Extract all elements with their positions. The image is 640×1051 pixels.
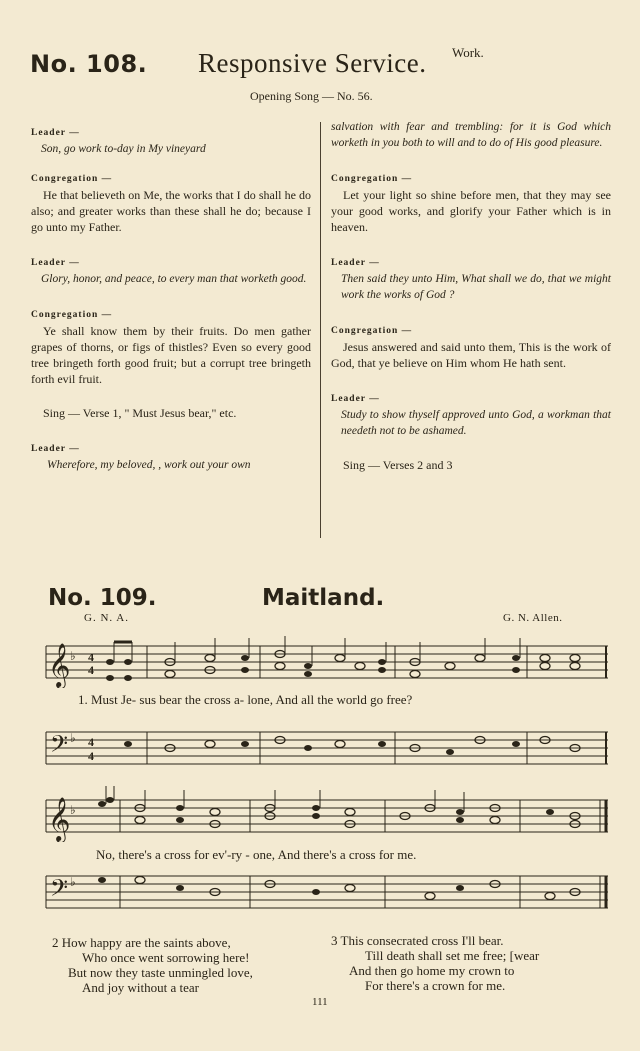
svg-text:4: 4 [88, 650, 94, 664]
column-divider [320, 122, 321, 538]
left-column [31, 125, 311, 473]
svg-text:4: 4 [88, 663, 94, 677]
congregation-text: Ye shall know them by their fruits. Do men gather grapes of thorns, or figs of thistles? Even so every good tree bringeth forth good fruit; but a corrupt tree bringeth forth evil fruit. [31, 324, 311, 386]
leader-text: Study to show thyself approved unto God, a workman that needeth not to be ashamed. [341, 409, 611, 437]
svg-text:4: 4 [88, 749, 94, 763]
verse-3 [331, 933, 621, 993]
svg-text:♭: ♭ [70, 731, 76, 745]
lyric-line-1: 1. Must Je- sus bear the cross a- lone, And all the world go free? [78, 692, 413, 707]
congregation-text: He that believeth on Me, the works that I do shall he do also; and greater works than these shall he do; because I go unto my Father. [31, 188, 311, 234]
svg-text:4: 4 [88, 735, 94, 749]
svg-text:♭: ♭ [70, 803, 76, 817]
verse-line: 3 This consecrated cross I'll bear. [331, 933, 504, 948]
verse-line: And joy without a tear [82, 980, 199, 995]
role-label: Congregation — [331, 174, 413, 184]
leader-text: Glory, honor, and peace, to every man that worketh good. [41, 273, 307, 285]
service-subtitle: Work. [452, 45, 484, 60]
svg-text:♭: ♭ [70, 875, 76, 889]
svg-text:𝄢: 𝄢 [50, 730, 69, 763]
role-label: Congregation — [31, 174, 113, 184]
treble-staff-2 [40, 786, 612, 842]
service-title: Responsive Service. [198, 48, 427, 78]
leader-text: salvation with fear and trembling: for it is God which worketh in you both to will and to do of His good pleasure. [331, 121, 611, 149]
leader-text: Then said they unto Him, What shall we do, that we might work the works of God ? [341, 273, 611, 301]
verse-line: But now they taste unmingled love, [68, 965, 253, 980]
hymn-title: Maitland. [262, 585, 385, 611]
bass-staff-1 [40, 720, 612, 776]
right-column [331, 119, 611, 473]
sing-instruction: Sing — Verse 1, " Must Jesus bear," etc. [43, 406, 237, 420]
verse-line: And then go home my crown to [349, 963, 515, 978]
svg-text:♭: ♭ [70, 649, 76, 663]
role-label: Congregation — [331, 326, 413, 336]
sing-instruction: Sing — Verses 2 and 3 [343, 458, 453, 472]
svg-text:𝄢: 𝄢 [50, 874, 69, 907]
page-number: 111 [312, 996, 328, 1008]
treble-staff-1 [40, 636, 612, 688]
verse-2 [52, 935, 322, 995]
composer-credit: G. N. Allen. [503, 612, 563, 624]
role-label: Leader — [31, 444, 80, 454]
role-label: Leader — [31, 128, 80, 138]
congregation-text: Jesus answered and said unto them, This is the work of God, that ye believe on Him whom He hath sent. [331, 340, 611, 370]
opening-song: Opening Song — No. 56. [250, 89, 373, 103]
role-label: Congregation — [31, 310, 113, 320]
service-number: No. 108. [30, 50, 148, 78]
verse-line: 2 How happy are the saints above, [52, 935, 231, 950]
verse-line: Who once went sorrowing here! [82, 950, 250, 965]
leader-text: Son, go work to-day in My vineyard [41, 143, 206, 155]
bass-staff-2 [40, 866, 612, 922]
verse-line: For there's a crown for me. [365, 978, 506, 993]
role-label: Leader — [331, 394, 380, 404]
lyric-line-2: No, there's a cross for ev'-ry - one, And there's a cross for me. [96, 847, 417, 862]
role-label: Leader — [331, 258, 380, 268]
hymn-number: No. 109. [48, 585, 157, 611]
role-label: Leader — [31, 258, 80, 268]
svg-text:𝄞: 𝄞 [48, 643, 71, 687]
svg-text:𝄞: 𝄞 [48, 797, 71, 841]
congregation-text: Let your light so shine before men, that they may see your good works, and glorify your Father which is in heaven. [331, 188, 611, 234]
lyricist-credit: G. N. A. [84, 612, 129, 624]
leader-text: Wherefore, my beloved, , work out your own [47, 459, 251, 471]
verse-line: Till death shall set me free; [wear [365, 948, 540, 963]
